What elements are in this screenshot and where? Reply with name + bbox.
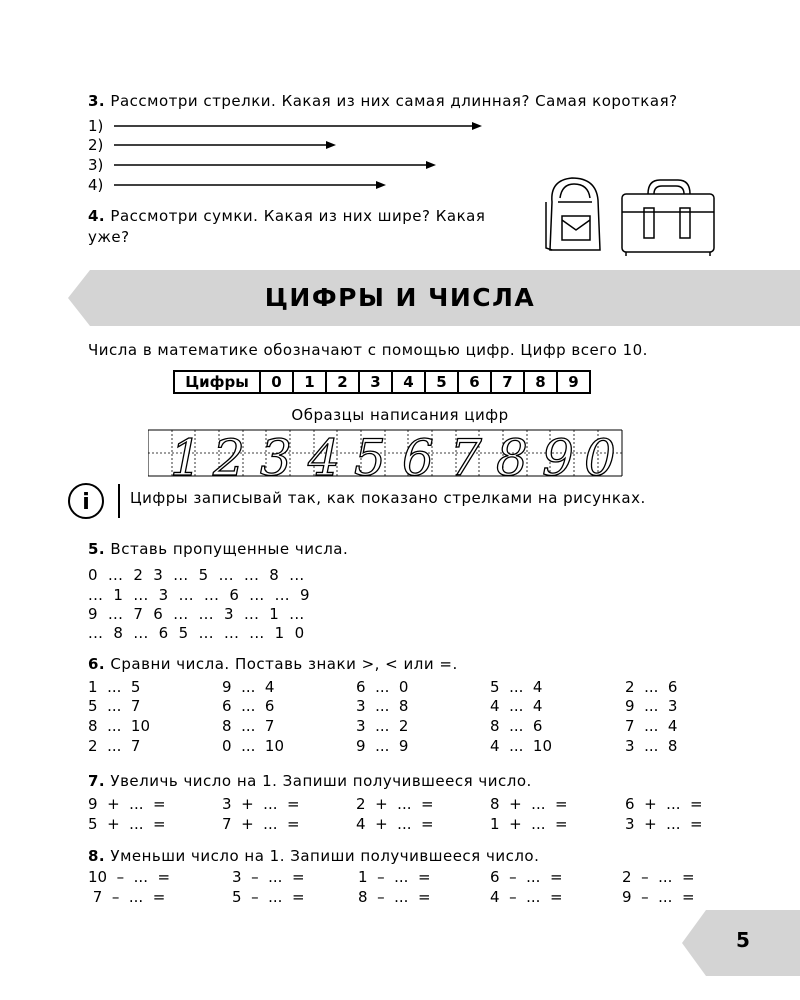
task-number: 8. bbox=[88, 847, 106, 865]
task-number: 4. bbox=[88, 207, 106, 225]
info-icon-letter: i bbox=[82, 490, 90, 515]
addition-item: 9 + ... = bbox=[88, 795, 166, 813]
arrow-label: 2) bbox=[88, 136, 104, 154]
sample-digit: 5 bbox=[354, 429, 386, 480]
arrow-label: 3) bbox=[88, 156, 104, 174]
task-3-heading bbox=[88, 92, 678, 110]
task-number: 3. bbox=[88, 92, 106, 110]
addition-item: 2 + ... = bbox=[356, 795, 434, 813]
compare-item: 5 ... 4 bbox=[490, 678, 543, 696]
info-text: Цифры записывай так, как показано стрелками на рисунках. bbox=[130, 489, 646, 507]
bags-illustration bbox=[540, 172, 720, 262]
addition-item: 8 + ... = bbox=[490, 795, 568, 813]
addition-item: 4 + ... = bbox=[356, 815, 434, 833]
compare-item: 4 ... 10 bbox=[490, 737, 553, 755]
sequence-row: 9 ... 7 6 ... ... 3 ... 1 ... bbox=[88, 605, 305, 623]
task-text: Рассмотри сумки. Какая из них шире? Какая bbox=[110, 207, 486, 225]
task-text: Рассмотри стрелки. Какая из них самая длинная? Самая короткая? bbox=[110, 92, 678, 110]
digit-cell: 4 bbox=[392, 371, 425, 393]
subtraction-item: 3 – ... = bbox=[232, 868, 305, 886]
arrow-4 bbox=[114, 180, 389, 190]
arrow-1 bbox=[114, 121, 484, 131]
task-4-line2: уже? bbox=[88, 228, 130, 246]
sample-digit: 1 bbox=[170, 429, 202, 480]
compare-item: 8 ... 7 bbox=[222, 717, 275, 735]
task-4-heading bbox=[88, 207, 485, 225]
sample-digit: 8 bbox=[496, 429, 528, 480]
info-divider bbox=[118, 484, 120, 518]
digit-cell: 1 bbox=[293, 371, 326, 393]
addition-item: 7 + ... = bbox=[222, 815, 300, 833]
compare-item: 5 ... 7 bbox=[88, 697, 141, 715]
compare-item: 6 ... 6 bbox=[222, 697, 275, 715]
samples-title: Образцы написания цифр bbox=[291, 406, 509, 424]
addition-item: 1 + ... = bbox=[490, 815, 568, 833]
digits-header: Цифры bbox=[174, 371, 260, 393]
addition-item: 3 + ... = bbox=[625, 815, 703, 833]
section-title: ЦИФРЫ И ЧИСЛА bbox=[264, 283, 536, 312]
sample-digit: 7 bbox=[450, 429, 482, 480]
intro-text: Числа в математике обозначают с помощью цифр. Цифр всего 10. bbox=[88, 341, 648, 359]
sequence-row: 0 ... 2 3 ... 5 ... ... 8 ... bbox=[88, 566, 305, 584]
sequence-row: ... 8 ... 6 5 ... ... ... 1 0 bbox=[88, 624, 305, 642]
sample-digit: 9 bbox=[542, 429, 574, 480]
subtraction-item: 9 – ... = bbox=[622, 888, 695, 906]
handwriting-samples bbox=[148, 428, 624, 480]
digit-cell: 2 bbox=[326, 371, 359, 393]
compare-item: 3 ... 8 bbox=[625, 737, 678, 755]
subtraction-item: 5 – ... = bbox=[232, 888, 305, 906]
arrow-3 bbox=[114, 160, 439, 170]
compare-item: 9 ... 4 bbox=[222, 678, 275, 696]
arrow-label: 4) bbox=[88, 176, 104, 194]
compare-item: 7 ... 4 bbox=[625, 717, 678, 735]
addition-item: 3 + ... = bbox=[222, 795, 300, 813]
digits-table bbox=[173, 370, 591, 394]
page-number: 5 bbox=[736, 928, 750, 952]
digit-cell: 0 bbox=[260, 371, 293, 393]
arrow-row-3 bbox=[88, 156, 439, 174]
compare-item: 8 ... 6 bbox=[490, 717, 543, 735]
subtraction-item: 4 – ... = bbox=[490, 888, 563, 906]
sample-digit: 3 bbox=[260, 429, 292, 480]
compare-item: 2 ... 6 bbox=[625, 678, 678, 696]
arrow-2 bbox=[114, 140, 339, 150]
digit-cell: 3 bbox=[359, 371, 392, 393]
briefcase-icon bbox=[622, 180, 714, 256]
task-number: 7. bbox=[88, 772, 106, 790]
task-text: Уменьши число на 1. Запиши получившееся число. bbox=[110, 847, 540, 865]
task-text: Увеличь число на 1. Запиши получившееся число. bbox=[110, 772, 532, 790]
task-6-heading bbox=[88, 655, 458, 673]
compare-item: 9 ... 3 bbox=[625, 697, 678, 715]
subtraction-item: 8 – ... = bbox=[358, 888, 431, 906]
arrow-row-4 bbox=[88, 176, 389, 194]
compare-item: 3 ... 2 bbox=[356, 717, 409, 735]
task-8-heading bbox=[88, 847, 539, 865]
digit-cell: 5 bbox=[425, 371, 458, 393]
task-number: 5. bbox=[88, 540, 106, 558]
task-7-heading bbox=[88, 772, 532, 790]
digit-cell: 8 bbox=[524, 371, 557, 393]
addition-item: 6 + ... = bbox=[625, 795, 703, 813]
task-text: Сравни числа. Поставь знаки >, < или =. bbox=[110, 655, 458, 673]
info-icon bbox=[66, 481, 106, 521]
compare-item: 0 ... 10 bbox=[222, 737, 285, 755]
arrow-label: 1) bbox=[88, 117, 104, 135]
task-5-heading bbox=[88, 540, 348, 558]
backpack-icon bbox=[546, 178, 600, 250]
subtraction-item: 7 – ... = bbox=[88, 888, 166, 906]
arrow-row-1 bbox=[88, 117, 484, 135]
subtraction-item: 2 – ... = bbox=[622, 868, 695, 886]
compare-item: 8 ... 10 bbox=[88, 717, 151, 735]
addition-item: 5 + ... = bbox=[88, 815, 166, 833]
subtraction-item: 1 – ... = bbox=[358, 868, 431, 886]
compare-item: 4 ... 4 bbox=[490, 697, 543, 715]
sample-digit: 6 bbox=[402, 429, 434, 480]
sample-digit: 0 bbox=[584, 429, 616, 480]
digit-cell: 9 bbox=[557, 371, 590, 393]
sample-digit: 4 bbox=[308, 429, 340, 480]
digit-cell: 6 bbox=[458, 371, 491, 393]
task-number: 6. bbox=[88, 655, 106, 673]
sequence-row: ... 1 ... 3 ... ... 6 ... ... 9 bbox=[88, 586, 310, 604]
subtraction-item: 6 – ... = bbox=[490, 868, 563, 886]
compare-item: 2 ... 7 bbox=[88, 737, 141, 755]
compare-item: 1 ... 5 bbox=[88, 678, 141, 696]
sample-digit: 2 bbox=[213, 429, 245, 480]
arrow-row-2 bbox=[88, 136, 339, 154]
subtraction-item: 10 – ... = bbox=[88, 868, 171, 886]
task-text: Вставь пропущенные числа. bbox=[110, 540, 349, 558]
compare-item: 9 ... 9 bbox=[356, 737, 409, 755]
digit-cell: 7 bbox=[491, 371, 524, 393]
compare-item: 3 ... 8 bbox=[356, 697, 409, 715]
compare-item: 6 ... 0 bbox=[356, 678, 409, 696]
